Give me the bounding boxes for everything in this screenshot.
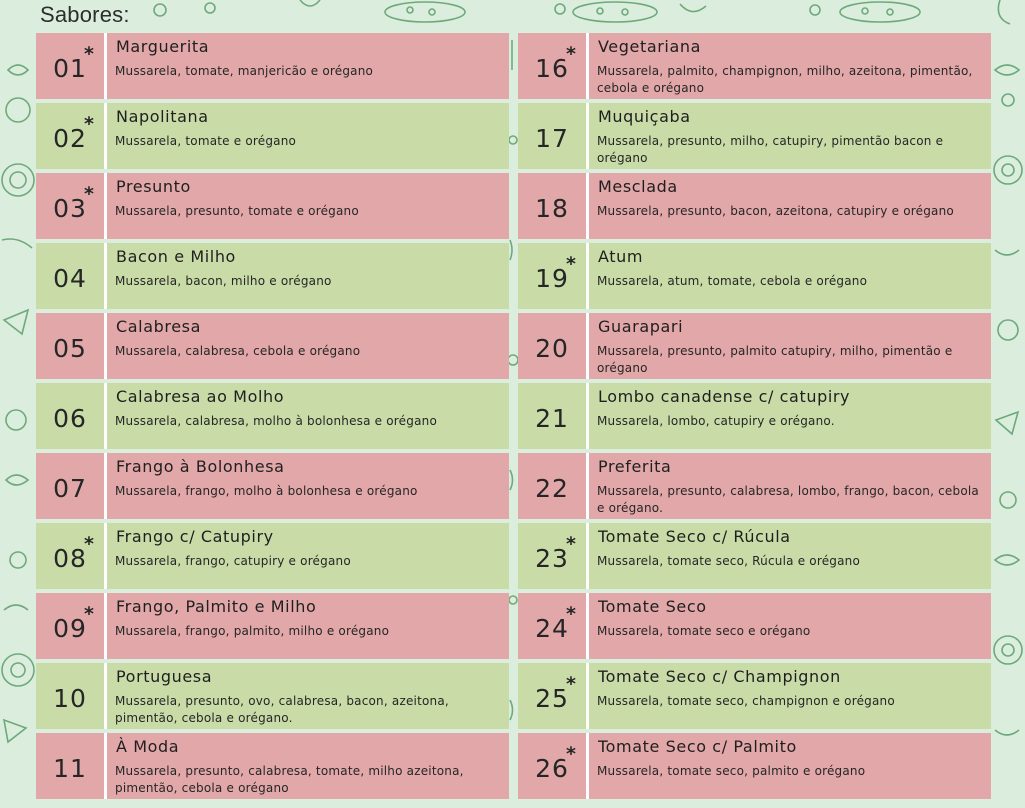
flavor-name: Calabresa ao Molho — [116, 387, 285, 406]
flavor-number: 19 — [535, 263, 569, 293]
menu-item-23 — [518, 523, 991, 589]
menu-item-10 — [36, 663, 509, 729]
flavor-number: 21 — [535, 403, 569, 433]
flavor-number-box — [36, 33, 107, 99]
flavor-name: Tomate Seco — [598, 597, 707, 616]
leaf-doodle-icon — [8, 65, 28, 75]
flavor-number: 04 — [53, 263, 87, 293]
flavor-description: Mussarela, lombo, catupiry e orégano. — [597, 414, 835, 428]
flavor-number-box — [36, 103, 107, 169]
flavor-number-box — [36, 733, 107, 799]
flavor-number-box — [518, 243, 589, 309]
menu-item-26 — [518, 733, 991, 799]
menu-item-19 — [518, 243, 991, 309]
flavor-description: Mussarela, frango, palmito, milho e orégano — [115, 624, 390, 638]
flavor-number-box — [518, 453, 589, 519]
menu-right-column — [518, 33, 991, 803]
flavor-number-box — [518, 103, 589, 169]
flavor-description: Mussarela, presunto, calabresa, lombo, frango, bacon, cebola e orégano. — [597, 484, 979, 515]
flavor-name: Marguerita — [116, 37, 210, 56]
menu-item-03 — [36, 173, 509, 239]
flavor-number: 02 — [53, 123, 87, 153]
asterisk-icon: * — [566, 743, 576, 765]
flavor-number: 06 — [53, 403, 87, 433]
menu-item-05 — [36, 313, 509, 379]
flavor-name: Tomate Seco c/ Rúcula — [598, 527, 791, 546]
flavor-description: Mussarela, presunto, ovo, calabresa, bacon, azeitona, pimentão, cebola e orégano. — [115, 694, 449, 725]
flavor-description: Mussarela, presunto, tomate e orégano — [115, 204, 359, 218]
flavor-number: 25 — [535, 683, 569, 713]
asterisk-icon: * — [84, 43, 94, 65]
flavor-number-box — [518, 733, 589, 799]
menu-item-07 — [36, 453, 509, 519]
flavor-description: Mussarela, atum, tomate, cebola e orégano — [597, 274, 868, 288]
page-title: Sabores: — [40, 2, 130, 27]
flavor-description: Mussarela, frango, catupiry e orégano — [115, 554, 351, 568]
flavor-number-box — [36, 313, 107, 379]
asterisk-icon: * — [84, 533, 94, 555]
flavor-number: 22 — [535, 473, 569, 503]
leaf-doodle-icon — [6, 475, 28, 485]
flavor-name: Preferita — [598, 457, 672, 476]
menu-item-21 — [518, 383, 991, 449]
flavor-number-box — [518, 173, 589, 239]
pizza-slice-doodle-icon — [385, 2, 465, 22]
flavor-number: 24 — [535, 613, 569, 643]
flavor-number: 16 — [535, 53, 569, 83]
flavor-description: Mussarela, palmito, champignon, milho, azeitona, pimentão, cebola e orégano — [597, 64, 973, 95]
flavor-number-box — [36, 593, 107, 659]
flavor-description: Mussarela, tomate e orégano — [115, 134, 297, 148]
flavor-name: Mesclada — [598, 177, 678, 196]
flavor-name: Tomate Seco c/ Palmito — [598, 737, 797, 756]
flavor-number: 08 — [53, 543, 87, 573]
pizza-slice-doodle-icon — [573, 2, 657, 22]
flavor-number: 23 — [535, 543, 569, 573]
menu-item-16 — [518, 33, 991, 99]
flavor-number-box — [36, 383, 107, 449]
flavor-name: Vegetariana — [598, 37, 701, 56]
asterisk-icon: * — [566, 253, 576, 275]
flavor-number: 10 — [53, 683, 87, 713]
flavor-name: Tomate Seco c/ Champignon — [598, 667, 841, 686]
flavor-description: Mussarela, calabresa, cebola e orégano — [115, 344, 361, 358]
flavor-number: 18 — [535, 193, 569, 223]
asterisk-icon: * — [84, 113, 94, 135]
flavor-name: Frango c/ Catupiry — [116, 527, 274, 546]
flavor-description: Mussarela, tomate seco, palmito e orégano — [597, 764, 866, 778]
menu-item-01 — [36, 33, 509, 99]
flavor-name: Frango à Bolonhesa — [116, 457, 285, 476]
menu-item-17 — [518, 103, 991, 169]
flavor-name: Bacon e Milho — [116, 247, 236, 266]
flavor-description: Mussarela, tomate, manjericão e orégano — [115, 64, 374, 78]
flavor-description: Mussarela, presunto, calabresa, tomate, milho azeitona, pimentão, cebola e orégano — [115, 764, 464, 795]
pizza-doodle-icon — [2, 164, 34, 196]
flavor-number-box — [36, 243, 107, 309]
menu-item-02 — [36, 103, 509, 169]
flavor-number-box — [36, 523, 107, 589]
flavor-number: 11 — [53, 753, 87, 783]
flavor-name: Napolitana — [116, 107, 209, 126]
flavor-name: Muquiçaba — [598, 107, 691, 126]
pizza-doodle-icon — [2, 654, 34, 686]
asterisk-icon: * — [84, 603, 94, 625]
menu-item-08 — [36, 523, 509, 589]
pizza-doodle-icon — [994, 156, 1022, 184]
flavor-name: Guarapari — [598, 317, 684, 336]
flavor-description: Mussarela, bacon, milho e orégano — [115, 274, 332, 288]
flavor-number-box — [518, 523, 589, 589]
leaf-doodle-icon — [995, 555, 1019, 565]
flavor-name: Atum — [598, 247, 644, 266]
flavor-name: Calabresa — [116, 317, 201, 336]
menu-item-18 — [518, 173, 991, 239]
menu-item-11 — [36, 733, 509, 799]
pizza-doodle-icon — [994, 636, 1022, 664]
flavor-number: 03 — [53, 193, 87, 223]
flavor-number-box — [36, 663, 107, 729]
flavor-number-box — [518, 593, 589, 659]
menu-item-04 — [36, 243, 509, 309]
flavor-description: Mussarela, tomate seco, Rúcula e orégano — [597, 554, 860, 568]
flavor-number: 26 — [535, 753, 569, 783]
flavor-name: Frango, Palmito e Milho — [116, 597, 317, 616]
menu-item-22 — [518, 453, 991, 519]
flavor-description: Mussarela, presunto, palmito catupiry, milho, pimentão e orégano — [597, 344, 953, 375]
flavor-number-box — [518, 663, 589, 729]
flavor-description: Mussarela, tomate seco e orégano — [597, 624, 811, 638]
flavor-name: À Moda — [116, 737, 180, 756]
menu-item-24 — [518, 593, 991, 659]
flavor-number-box — [518, 313, 589, 379]
flavor-description: Mussarela, calabresa, molho à bolonhesa e orégano — [115, 414, 437, 428]
flavor-name: Presunto — [116, 177, 191, 196]
asterisk-icon: * — [84, 183, 94, 205]
asterisk-icon: * — [566, 603, 576, 625]
leaf-doodle-icon — [995, 65, 1019, 75]
flavor-number-box — [36, 173, 107, 239]
menu-item-20 — [518, 313, 991, 379]
menu-left-column — [36, 33, 509, 803]
menu-item-25 — [518, 663, 991, 729]
flavor-description: Mussarela, frango, molho à bolonhesa e orégano — [115, 484, 418, 498]
menu-item-09 — [36, 593, 509, 659]
asterisk-icon: * — [566, 43, 576, 65]
flavor-number: 09 — [53, 613, 87, 643]
flavor-number: 17 — [535, 123, 569, 153]
asterisk-icon: * — [566, 533, 576, 555]
menu-item-06 — [36, 383, 509, 449]
flavor-number-box — [518, 33, 589, 99]
flavor-number-box — [518, 383, 589, 449]
flavor-number: 05 — [53, 333, 87, 363]
flavor-name: Portuguesa — [116, 667, 213, 686]
flavor-description: Mussarela, tomate seco, champignon e orégano — [597, 694, 895, 708]
flavor-number-box — [36, 453, 107, 519]
flavor-number: 20 — [535, 333, 569, 363]
asterisk-icon: * — [566, 673, 576, 695]
pizza-slice-doodle-icon — [840, 2, 920, 22]
flavor-name: Lombo canadense c/ catupiry — [598, 387, 851, 406]
flavor-description: Mussarela, presunto, bacon, azeitona, catupiry e orégano — [597, 204, 954, 218]
flavor-number: 01 — [53, 53, 87, 83]
flavor-number: 07 — [53, 473, 87, 503]
flavor-description: Mussarela, presunto, milho, catupiry, pimentão bacon e orégano — [597, 134, 944, 165]
